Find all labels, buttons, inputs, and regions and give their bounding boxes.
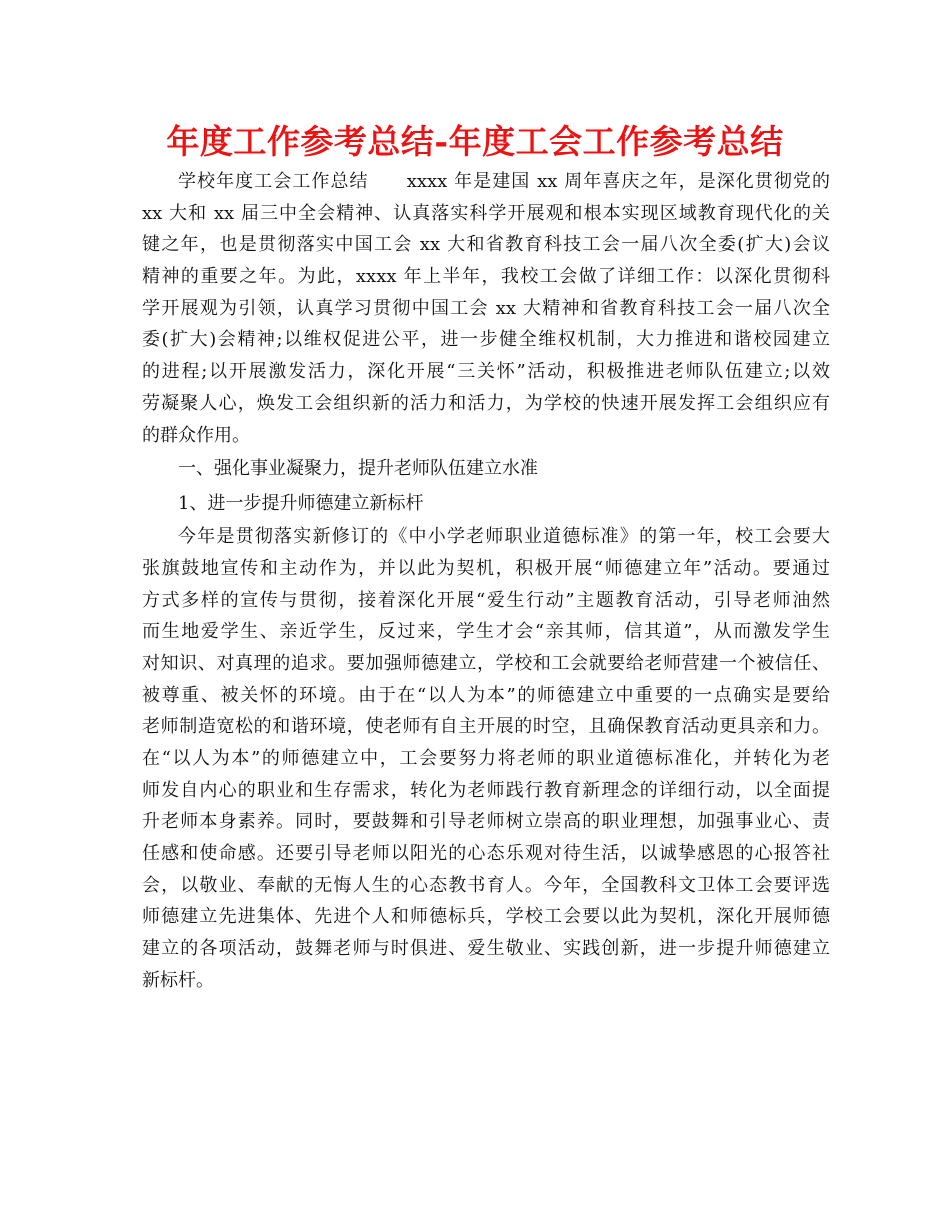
- paragraph-line: 今年是贯彻落实新修订的《中小学老师职业道德标准》的第一年，校工会要大: [178, 526, 830, 548]
- intro-paragraph: [142, 166, 830, 451]
- paragraph-line: 师德建立先进集体、先进个人和师德标兵，学校工会要以此为契机，深化开展师德: [142, 906, 830, 928]
- document-body: [142, 166, 830, 997]
- paragraph-line: 新标杆。: [142, 969, 214, 991]
- paragraph-line: 被尊重、被关怀的环境。由于在“以人为本”的师德建立中重要的一点确实是要给: [142, 684, 830, 706]
- paragraph-line: 学校年度工会工作总结 xxxx 年是建国 xx 周年喜庆之年，是深化贯彻党的: [178, 171, 830, 192]
- paragraph-line: 的群众作用。: [142, 424, 250, 446]
- subsection-heading: 1、进一步提升师德建立新标杆: [178, 493, 424, 515]
- paragraph-line: 建立的各项活动，鼓舞老师与时俱进、爱生敬业、实践创新，进一步提升师德建立: [142, 938, 830, 960]
- section-heading: 一、强化事业凝聚力，提升老师队伍建立水准: [178, 458, 538, 480]
- paragraph-line: 在“以人为本”的师德建立中，工会要努力将老师的职业道德标准化，并转化为老: [142, 748, 830, 769]
- paragraph-line: 的进程;以开展激发活力，深化开展“三关怀”活动，积极推进老师队伍建立;以效: [142, 361, 830, 383]
- document-title: 年度工作参考总结-年度工会工作参考总结: [166, 122, 784, 161]
- body-paragraph: [142, 521, 830, 996]
- paragraph-line: 劳凝聚人心，焕发工会组织新的活力和活力，为学校的快速开展发挥工会组织应有: [142, 392, 830, 414]
- paragraph-line: 老师制造宽松的和谐环境，使老师有自主开展的时空，且确保教育活动更具亲和力。: [142, 716, 830, 738]
- paragraph-line: 对知识、对真理的追求。要加强师德建立，学校和工会就要给老师营建一个被信任、: [142, 652, 830, 674]
- paragraph-line: 方式多样的宣传与贯彻，接着深化开展“爱生行动”主题教育活动，引导老师油然: [142, 589, 830, 611]
- paragraph-line: 会，以敬业、奉献的无悔人生的心态教书育人。今年，全国教科文卫体工会要评选: [142, 874, 830, 896]
- paragraph-line: 而生地爱学生、亲近学生，反过来，学生才会“亲其师，信其道”，从而激发学生: [142, 621, 830, 643]
- paragraph-line: 师发自内心的职业和生存需求，转化为老师践行教育新理念的详细行动，以全面提: [142, 779, 830, 801]
- paragraph-line: 学开展观为引领，认真学习贯彻中国工会 xx 大精神和省教育科技工会一届八次全: [142, 297, 830, 319]
- paragraph-line: 任感和使命感。还要引导老师以阳光的心态乐观对待生活，以诚挚感恩的心报答社: [142, 843, 830, 865]
- paragraph-line: 精神的重要之年。为此，xxxx 年上半年，我校工会做了详细工作：以深化贯彻科: [142, 266, 830, 288]
- paragraph-line: 委(扩大)会精神;以维权促进公平，进一步健全维权机制，大力推进和谐校园建立: [142, 329, 830, 351]
- paragraph-line: xx 大和 xx 届三中全会精神、认真落实科学开展观和根本实现区域教育现代化的关: [142, 202, 830, 224]
- paragraph-line: 键之年，也是贯彻落实中国工会 xx 大和省教育科技工会一届八次全委(扩大)会议: [142, 234, 830, 256]
- paragraph-line: 张旗鼓地宣传和主动作为，并以此为契机，积极开展“师德建立年”活动。要通过: [142, 557, 830, 579]
- paragraph-line: 升老师本身素养。同时，要鼓舞和引导老师树立崇高的职业理想，加强事业心、责: [142, 811, 830, 833]
